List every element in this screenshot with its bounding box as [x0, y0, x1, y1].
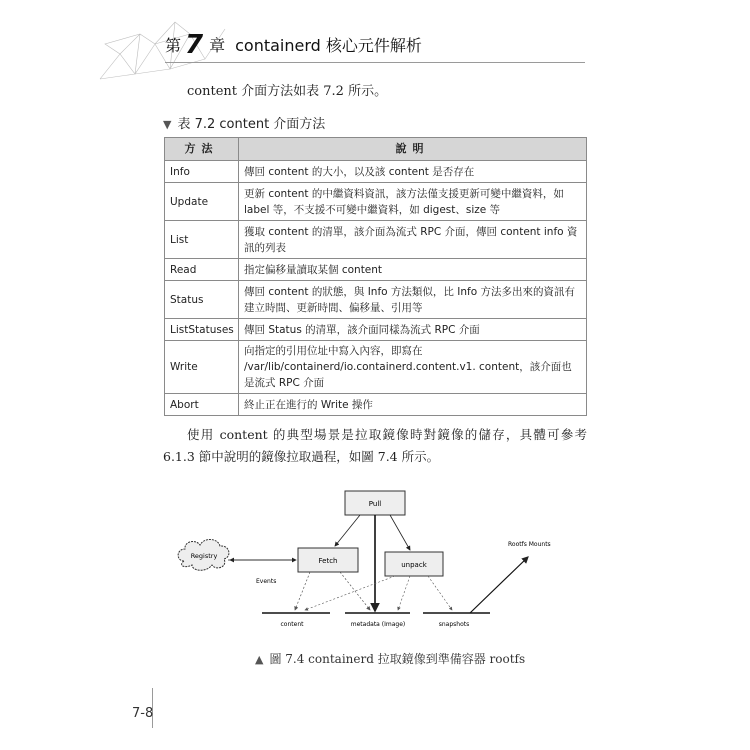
table-row — [165, 319, 587, 341]
description-cell: 指定偏移量讀取某個 content — [239, 259, 587, 281]
method-cell: Status — [165, 281, 239, 319]
description-cell: 向指定的引用位址中寫入內容，即寫在 /var/lib/containerd/io.containerd.content.v1. content，該介面也是流式 RPC 介面 — [239, 341, 587, 394]
fetch-label: Fetch — [318, 557, 338, 565]
body-paragraph: 使用 content 的典型場景是拉取鏡像時對鏡像的儲存，具體可參考 6.1.3 節中說明的鏡像拉取過程，如圖 7.4 所示。 — [163, 427, 587, 464]
table-header-row — [165, 138, 587, 161]
table-row — [165, 394, 587, 416]
table-caption-text: 表 7.2 content 介面方法 — [177, 117, 326, 132]
description-cell: 獲取 content 的清單，該介面為流式 RPC 介面，傳回 content info 資訊的列表 — [239, 221, 587, 259]
table-row — [165, 183, 587, 221]
figure-caption — [255, 650, 525, 667]
header-rule — [165, 62, 585, 63]
intro-text: content 介面方法如表 7.2 所示。 — [187, 84, 388, 99]
chapter-header — [165, 28, 422, 58]
method-cell: Abort — [165, 394, 239, 416]
metadata-label: metadata (Image) — [350, 621, 406, 628]
registry-label: Registry — [190, 552, 218, 560]
figure-marker-icon: ▲ — [255, 653, 264, 666]
description-cell: 傳回 Status 的清單，該介面同樣為流式 RPC 介面 — [239, 319, 587, 341]
events-label: Events — [256, 578, 277, 585]
method-cell: Write — [165, 341, 239, 394]
table-row — [165, 281, 587, 319]
header-description: 說明 — [239, 138, 587, 161]
pull-diagram — [170, 485, 590, 635]
method-cell: ListStatuses — [165, 319, 239, 341]
table-row — [165, 341, 587, 394]
chapter-title: containerd 核心元件解析 — [235, 36, 422, 55]
page-number: 7-8 — [132, 706, 154, 721]
method-cell: Update — [165, 183, 239, 221]
table-caption — [163, 113, 325, 132]
header-method: 方法 — [165, 138, 239, 161]
description-cell: 傳回 content 的狀態，與 Info 方法類似，比 Info 方法多出來的資訊有建立時間、更新時間、偏移量、引用等 — [239, 281, 587, 319]
figure-caption-text: 圖 7.4 containerd 拉取鏡像到準備容器 rootfs — [269, 652, 526, 666]
method-cell: Info — [165, 161, 239, 183]
snapshots-label: snapshots — [438, 621, 470, 628]
caption-marker-icon: ▼ — [163, 118, 172, 131]
description-cell: 更新 content 的中繼資料資訊，該方法僅支援更新可變中繼資料，如 label 等，不支援不可變中繼資料，如 digest、size 等 — [239, 183, 587, 221]
content-label: content — [280, 621, 304, 628]
description-cell: 傳回 content 的大小，以及該 content 是否存在 — [239, 161, 587, 183]
method-cell: List — [165, 221, 239, 259]
unpack-label: unpack — [401, 561, 427, 569]
methods-table — [164, 137, 587, 416]
table-row — [165, 221, 587, 259]
rootfs-label: Rootfs Mounts — [508, 541, 551, 548]
table-row — [165, 259, 587, 281]
description-cell: 終止正在進行的 Write 操作 — [239, 394, 587, 416]
chapter-number: 7 — [185, 30, 204, 60]
chapter-prefix: 第 — [165, 36, 182, 55]
method-cell: Read — [165, 259, 239, 281]
chapter-suffix: 章 — [209, 36, 226, 55]
pull-label: Pull — [368, 500, 382, 508]
table-row — [165, 161, 587, 183]
